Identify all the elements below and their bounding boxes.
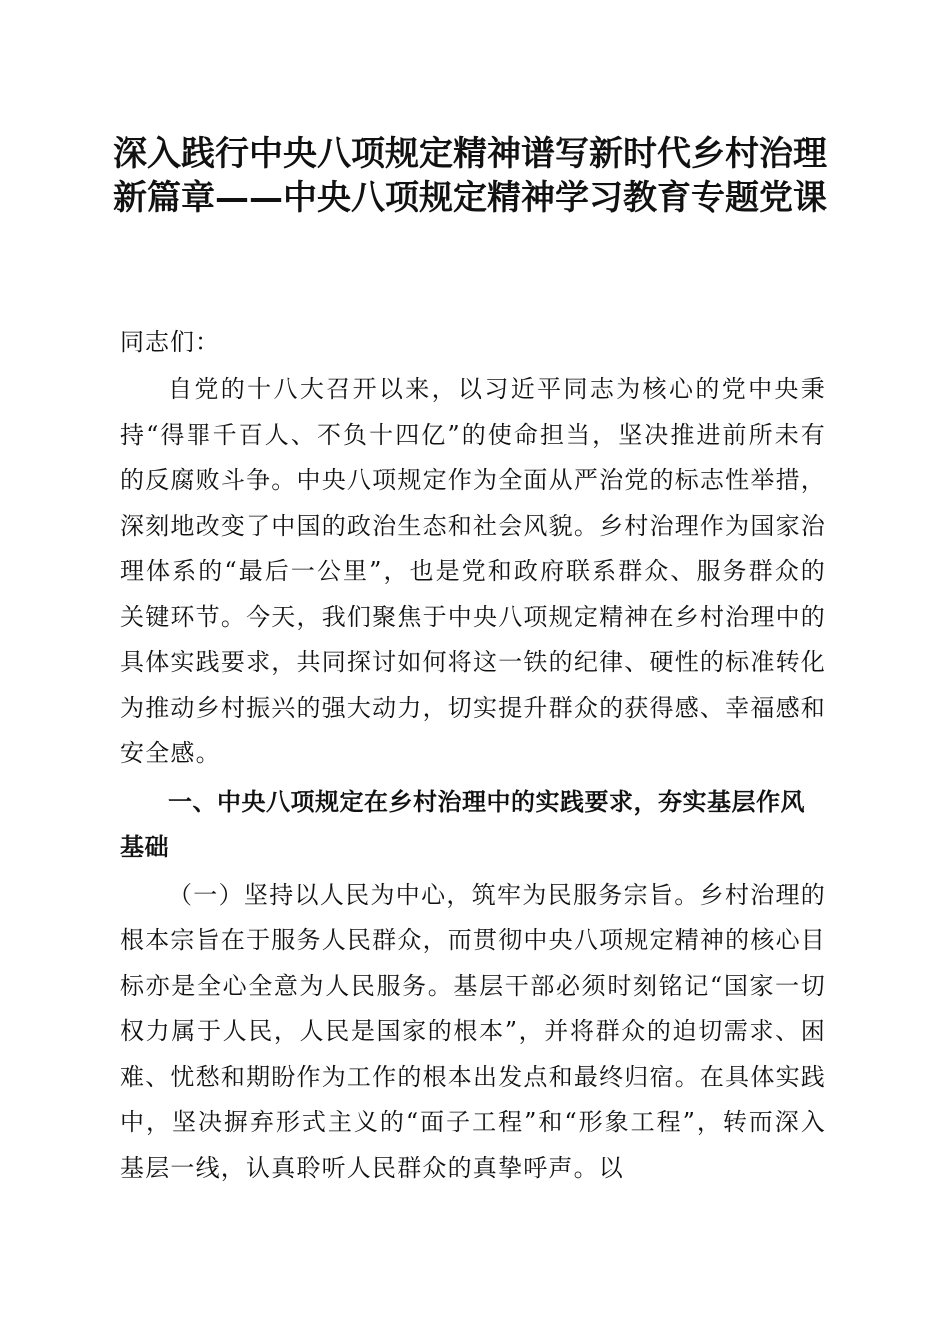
salutation: 同志们： <box>120 328 220 356</box>
document-title: 深入践行中央八项规定精神谱写新时代乡村治理新篇章——中央八项规定精神学习教育专题党课 <box>113 134 827 218</box>
sub-section-paragraph: （一）坚持以人民为中心，筑牢为民服务宗旨。乡村治理的根本宗旨在于服务人民群众，而贯彻中央八项规定精神的核心目标亦是全心全意为人民服务。基层干部必须时刻铭记“国家一切权力属于人民，人民是国家的根本”，并将群众的迫切需求、困难、忧愁和期盼作为工作的根本出发点和最终归宿。在具体实践中，坚决摒弃形式主义的“面子工程”和“形象工程”，转而深入基层一线，认真聆听人民群众的真挚呼声。以 <box>120 880 826 1182</box>
intro-paragraph: 自党的十八大召开以来，以习近平同志为核心的党中央秉持“得罪千百人、不负十四亿”的使命担当，坚决推进前所未有的反腐败斗争。中央八项规定作为全面从严治党的标志性举措，深刻地改变了中国的政治生态和社会风貌。乡村治理作为国家治理体系的“最后一公里”，也是党和政府联系群众、服务群众的关键环节。今天，我们聚焦于中央八项规定精神在乡村治理中的具体实践要求，共同探讨如何将这一铁的纪律、硬性的标准转化为推动乡村振兴的强大动力，切实提升群众的获得感、幸福感和安全感。 <box>120 375 826 767</box>
section-heading: 一、中央八项规定在乡村治理中的实践要求，夯实基层作风基础 <box>120 787 805 861</box>
document-body <box>120 320 826 1191</box>
